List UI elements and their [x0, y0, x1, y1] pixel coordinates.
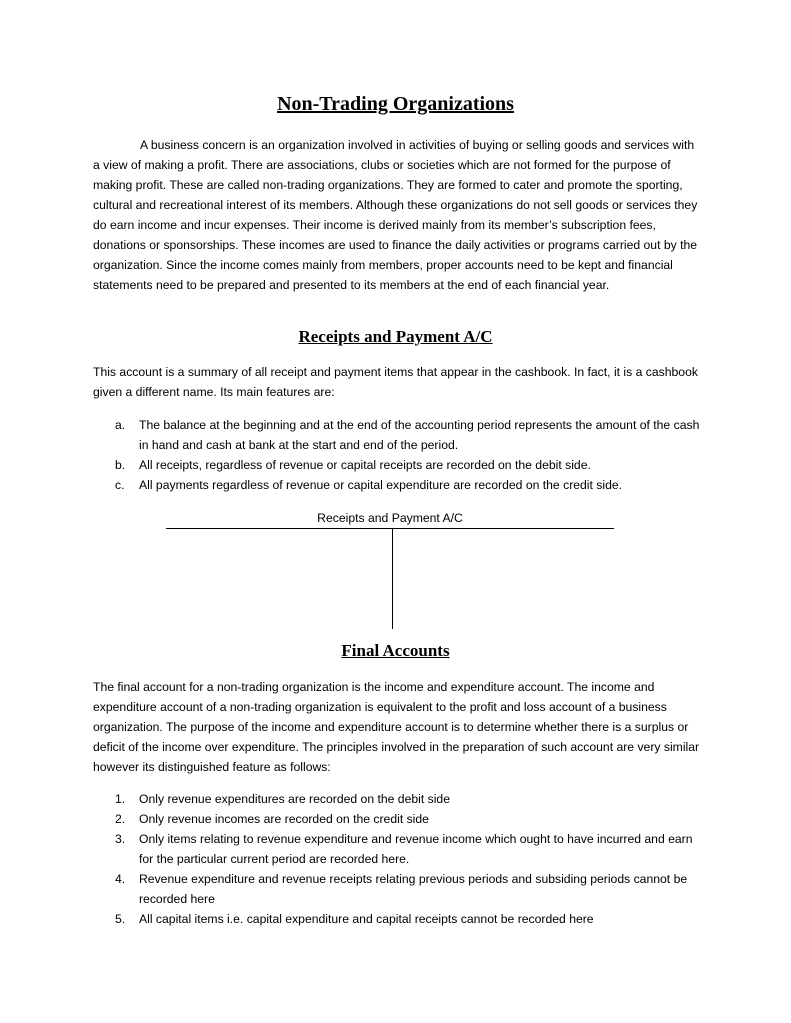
receipts-heading: Receipts and Payment A/C	[298, 327, 493, 346]
intro-paragraph: A business concern is an organization involved in activities of buying or selling goods and services with a view of making a profit. There are associations, clubs or societies which are not formed for the purpose of making profit. These are called non-trading organizations. They are formed to cater and promote the sporting, cultural and recreational interest of its members. Although these organizations do not sell goods or services they do earn income and incur expenses. Their income is derived mainly from its member’s subscription fees, donations or sponsorships. These incomes are used to finance the daily activities or programs carried out by the organization. Since the income comes mainly from members, proper accounts need to be kept and financial statements need to be prepared and presented to its members at the end of each financial year.	[93, 138, 698, 292]
list-item	[93, 475, 703, 495]
final-accounts-feature-list	[93, 789, 703, 929]
receipts-feature-list	[93, 415, 703, 495]
list-item-text: All capital items i.e. capital expenditure and capital receipts cannot be recorded here	[139, 912, 594, 926]
list-item	[93, 809, 703, 829]
t-account-title: Receipts and Payment A/C	[317, 511, 463, 525]
list-marker: 2.	[115, 812, 126, 826]
list-item	[93, 415, 703, 455]
list-marker: 3.	[115, 832, 126, 846]
list-marker: 5.	[115, 912, 126, 926]
list-item-text: The balance at the beginning and at the end of the accounting period represents the amount of the cash in hand and cash at bank at the start and end of the period.	[139, 418, 700, 452]
list-item	[93, 829, 703, 869]
list-marker: 1.	[115, 792, 126, 806]
list-item-text: Only revenue incomes are recorded on the credit side	[139, 812, 429, 826]
list-marker: a.	[115, 418, 126, 432]
list-marker: b.	[115, 458, 126, 472]
list-item-text: Only revenue expenditures are recorded on the debit side	[139, 792, 450, 806]
list-item-text: Only items relating to revenue expenditure and revenue income which ought to have incurred and earn for the particular current period are recorded here.	[139, 832, 693, 866]
list-item-text: Revenue expenditure and revenue receipts relating previous periods and subsiding periods cannot be recorded here	[139, 872, 688, 906]
list-item	[93, 455, 703, 475]
t-account-vertical-rule	[392, 528, 393, 629]
list-item	[93, 909, 703, 929]
t-account-diagram	[166, 509, 614, 629]
list-item	[93, 869, 703, 909]
receipts-paragraph: This account is a summary of all receipt and payment items that appear in the cashbook. In fact, it is a cashbook given a different name. Its main features are:	[93, 365, 698, 399]
t-account-horizontal-rule	[166, 528, 614, 529]
page-title: Non-Trading Organizations	[277, 93, 514, 115]
final-accounts-paragraph: The final account for a non-trading organization is the income and expenditure account. The income and expenditure account of a non-trading organization is equivalent to the profit and loss account of a business organization. The purpose of the income and expenditure account is to determine whether there is a surplus or deficit of the income over expenditure. The principles involved in the preparation of such account are very similar however its distinguished feature as follows:	[93, 680, 700, 774]
list-item-text: All receipts, regardless of revenue or capital receipts are recorded on the debit side.	[139, 458, 591, 472]
final-accounts-heading: Final Accounts	[341, 641, 450, 660]
list-marker: 4.	[115, 872, 126, 886]
list-marker: c.	[115, 478, 125, 492]
list-item	[93, 789, 703, 809]
list-item-text: All payments regardless of revenue or capital expenditure are recorded on the credit side.	[139, 478, 623, 492]
